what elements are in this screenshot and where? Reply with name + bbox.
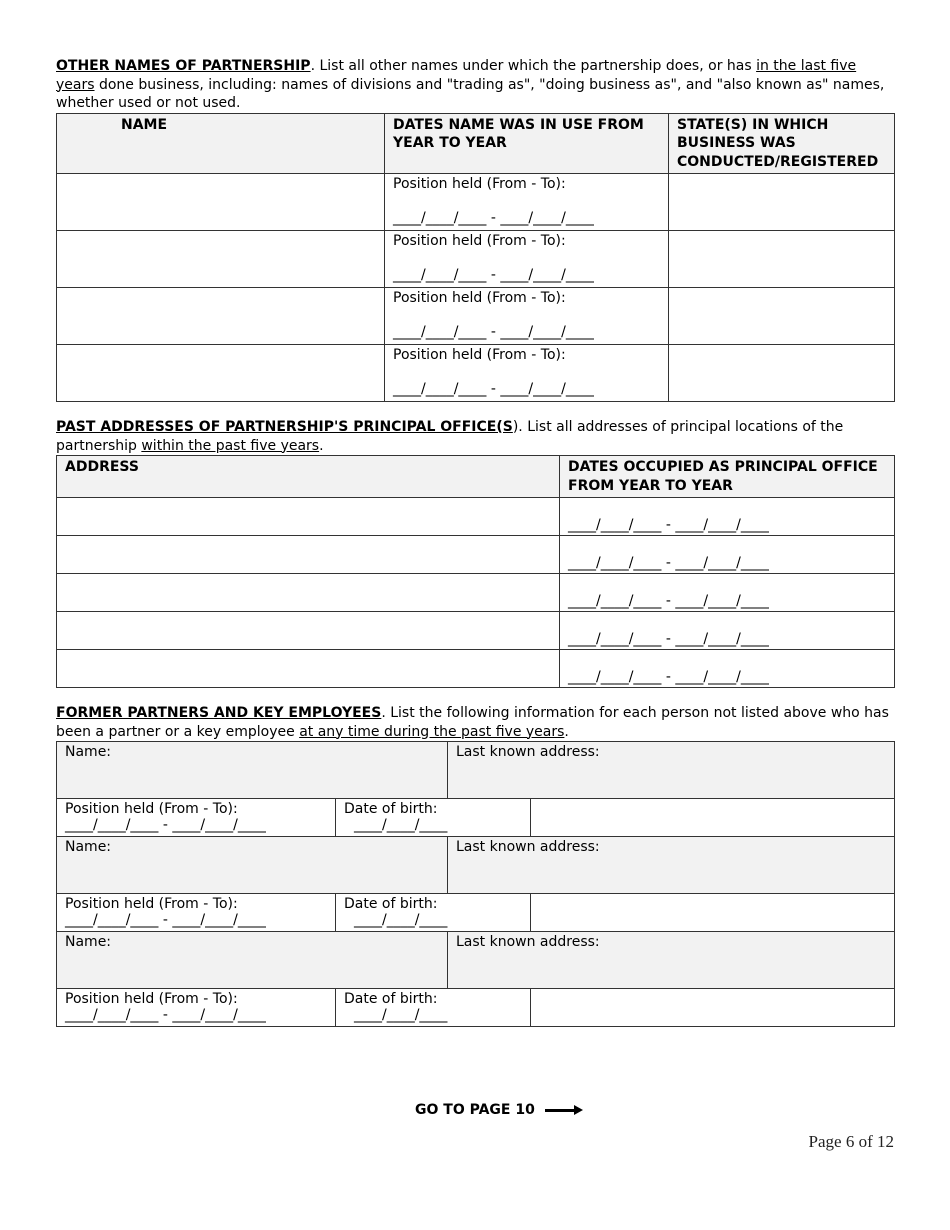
person-name-cell[interactable]: Name: xyxy=(57,742,448,799)
date-range-field[interactable]: ____/____/____ - ____/____/____ xyxy=(568,555,769,571)
position-cell[interactable]: Position held (From - To): ____/____/____ - ____/____/____ xyxy=(57,894,336,932)
name-cell[interactable] xyxy=(57,231,385,288)
dob-cell[interactable]: Date of birth: ____/____/____ xyxy=(336,894,531,932)
dates-cell[interactable] xyxy=(560,574,895,612)
table-row xyxy=(57,498,895,536)
table-row xyxy=(57,288,895,345)
dates-cell[interactable]: Position held (From - To): ____/____/____ - ____/____/____ xyxy=(385,288,669,345)
person-detail-row xyxy=(57,894,895,932)
position-date-field[interactable]: ____/____/____ - ____/____/____ xyxy=(65,817,266,833)
address-continued-cell[interactable] xyxy=(531,799,895,837)
person-detail-row xyxy=(57,799,895,837)
date-range-field[interactable]: ____/____/____ - ____/____/____ xyxy=(568,593,769,609)
former-partners-intro: FORMER PARTNERS AND KEY EMPLOYEES. List the following information for each person not listed above who has been a partner or a key employee at any time during the past five years. xyxy=(56,705,889,740)
states-cell[interactable] xyxy=(669,231,895,288)
dates-cell[interactable] xyxy=(560,650,895,688)
other-names-intro: OTHER NAMES OF PARTNERSHIP. List all other names under which the partnership does, or has in the last five years done business, including: names of divisions and "trading as", "doing business as", and "also known as" names, whether used or not used. xyxy=(56,58,885,111)
table-row xyxy=(57,536,895,574)
dates-cell[interactable]: Position held (From - To): ____/____/____ - ____/____/____ xyxy=(385,231,669,288)
other-names-heading: OTHER NAMES OF PARTNERSHIP xyxy=(56,58,311,74)
position-date-field[interactable]: ____/____/____ - ____/____/____ xyxy=(65,1007,266,1023)
person-name-row xyxy=(57,932,895,989)
page-number: Page 6 of 12 xyxy=(808,1132,894,1151)
former-partners-section xyxy=(56,704,894,1027)
date-range-field[interactable]: ____/____/____ - ____/____/____ xyxy=(393,210,594,226)
last-address-cell[interactable]: Last known address: xyxy=(448,932,895,989)
date-range-field[interactable]: ____/____/____ - ____/____/____ xyxy=(568,517,769,533)
name-cell[interactable] xyxy=(57,174,385,231)
table-header-row xyxy=(57,456,895,498)
past-addresses-intro: PAST ADDRESSES OF PARTNERSHIP'S PRINCIPAL OFFICE(S). List all addresses of principal locations of the partnership within the past five years. xyxy=(56,419,844,454)
past-addresses-section xyxy=(56,418,894,688)
name-cell[interactable] xyxy=(57,345,385,402)
address-cell[interactable] xyxy=(57,650,560,688)
person-name-row xyxy=(57,742,895,799)
dob-cell[interactable]: Date of birth: ____/____/____ xyxy=(336,799,531,837)
dates-cell[interactable] xyxy=(560,612,895,650)
table-row xyxy=(57,612,895,650)
table-row xyxy=(57,574,895,612)
date-range-field[interactable]: ____/____/____ - ____/____/____ xyxy=(393,267,594,283)
former-partners-heading: FORMER PARTNERS AND KEY EMPLOYEES xyxy=(56,705,382,721)
past-addresses-table xyxy=(56,455,895,688)
other-names-table xyxy=(56,113,895,403)
person-detail-row xyxy=(57,989,895,1027)
address-cell[interactable] xyxy=(57,536,560,574)
person-name-cell[interactable]: Name: xyxy=(57,932,448,989)
table-row xyxy=(57,650,895,688)
table-row xyxy=(57,174,895,231)
col-header-name: NAME xyxy=(57,113,385,174)
table-row xyxy=(57,231,895,288)
person-name-row xyxy=(57,837,895,894)
dates-cell[interactable]: Position held (From - To): ____/____/____ - ____/____/____ xyxy=(385,345,669,402)
position-cell[interactable]: Position held (From - To): ____/____/____ - ____/____/____ xyxy=(57,799,336,837)
address-continued-cell[interactable] xyxy=(531,989,895,1027)
dates-cell[interactable]: Position held (From - To): ____/____/____ - ____/____/____ xyxy=(385,174,669,231)
dob-field[interactable]: ____/____/____ xyxy=(354,1007,448,1023)
go-to-page-link: GO TO PAGE 10 xyxy=(415,1102,583,1118)
last-address-cell[interactable]: Last known address: xyxy=(448,742,895,799)
last-address-cell[interactable]: Last known address: xyxy=(448,837,895,894)
person-name-cell[interactable]: Name: xyxy=(57,837,448,894)
dob-cell[interactable]: Date of birth: ____/____/____ xyxy=(336,989,531,1027)
date-range-field[interactable]: ____/____/____ - ____/____/____ xyxy=(568,669,769,685)
address-cell[interactable] xyxy=(57,498,560,536)
date-range-field[interactable]: ____/____/____ - ____/____/____ xyxy=(393,324,594,340)
dates-cell[interactable] xyxy=(560,536,895,574)
col-header-states: STATE(S) IN WHICH BUSINESS WAS CONDUCTED/REGISTERED xyxy=(669,113,895,174)
other-names-section xyxy=(56,57,894,402)
dob-field[interactable]: ____/____/____ xyxy=(354,912,448,928)
position-cell[interactable]: Position held (From - To): ____/____/____ - ____/____/____ xyxy=(57,989,336,1027)
former-partners-table xyxy=(56,741,895,1027)
table-row xyxy=(57,345,895,402)
date-range-field[interactable]: ____/____/____ - ____/____/____ xyxy=(393,381,594,397)
states-cell[interactable] xyxy=(669,174,895,231)
col-header-address: ADDRESS xyxy=(57,456,560,498)
col-header-dates-occupied: DATES OCCUPIED AS PRINCIPAL OFFICE FROM YEAR TO YEAR xyxy=(560,456,895,498)
states-cell[interactable] xyxy=(669,288,895,345)
name-cell[interactable] xyxy=(57,288,385,345)
address-cell[interactable] xyxy=(57,612,560,650)
position-date-field[interactable]: ____/____/____ - ____/____/____ xyxy=(65,912,266,928)
table-header-row xyxy=(57,113,895,174)
states-cell[interactable] xyxy=(669,345,895,402)
address-continued-cell[interactable] xyxy=(531,894,895,932)
dates-cell[interactable] xyxy=(560,498,895,536)
address-cell[interactable] xyxy=(57,574,560,612)
date-range-field[interactable]: ____/____/____ - ____/____/____ xyxy=(568,631,769,647)
dob-field[interactable]: ____/____/____ xyxy=(354,817,448,833)
right-arrow-icon xyxy=(545,1104,583,1116)
col-header-dates: DATES NAME WAS IN USE FROM YEAR TO YEAR xyxy=(385,113,669,174)
past-addresses-heading: PAST ADDRESSES OF PARTNERSHIP'S PRINCIPAL OFFICE(S xyxy=(56,419,513,435)
